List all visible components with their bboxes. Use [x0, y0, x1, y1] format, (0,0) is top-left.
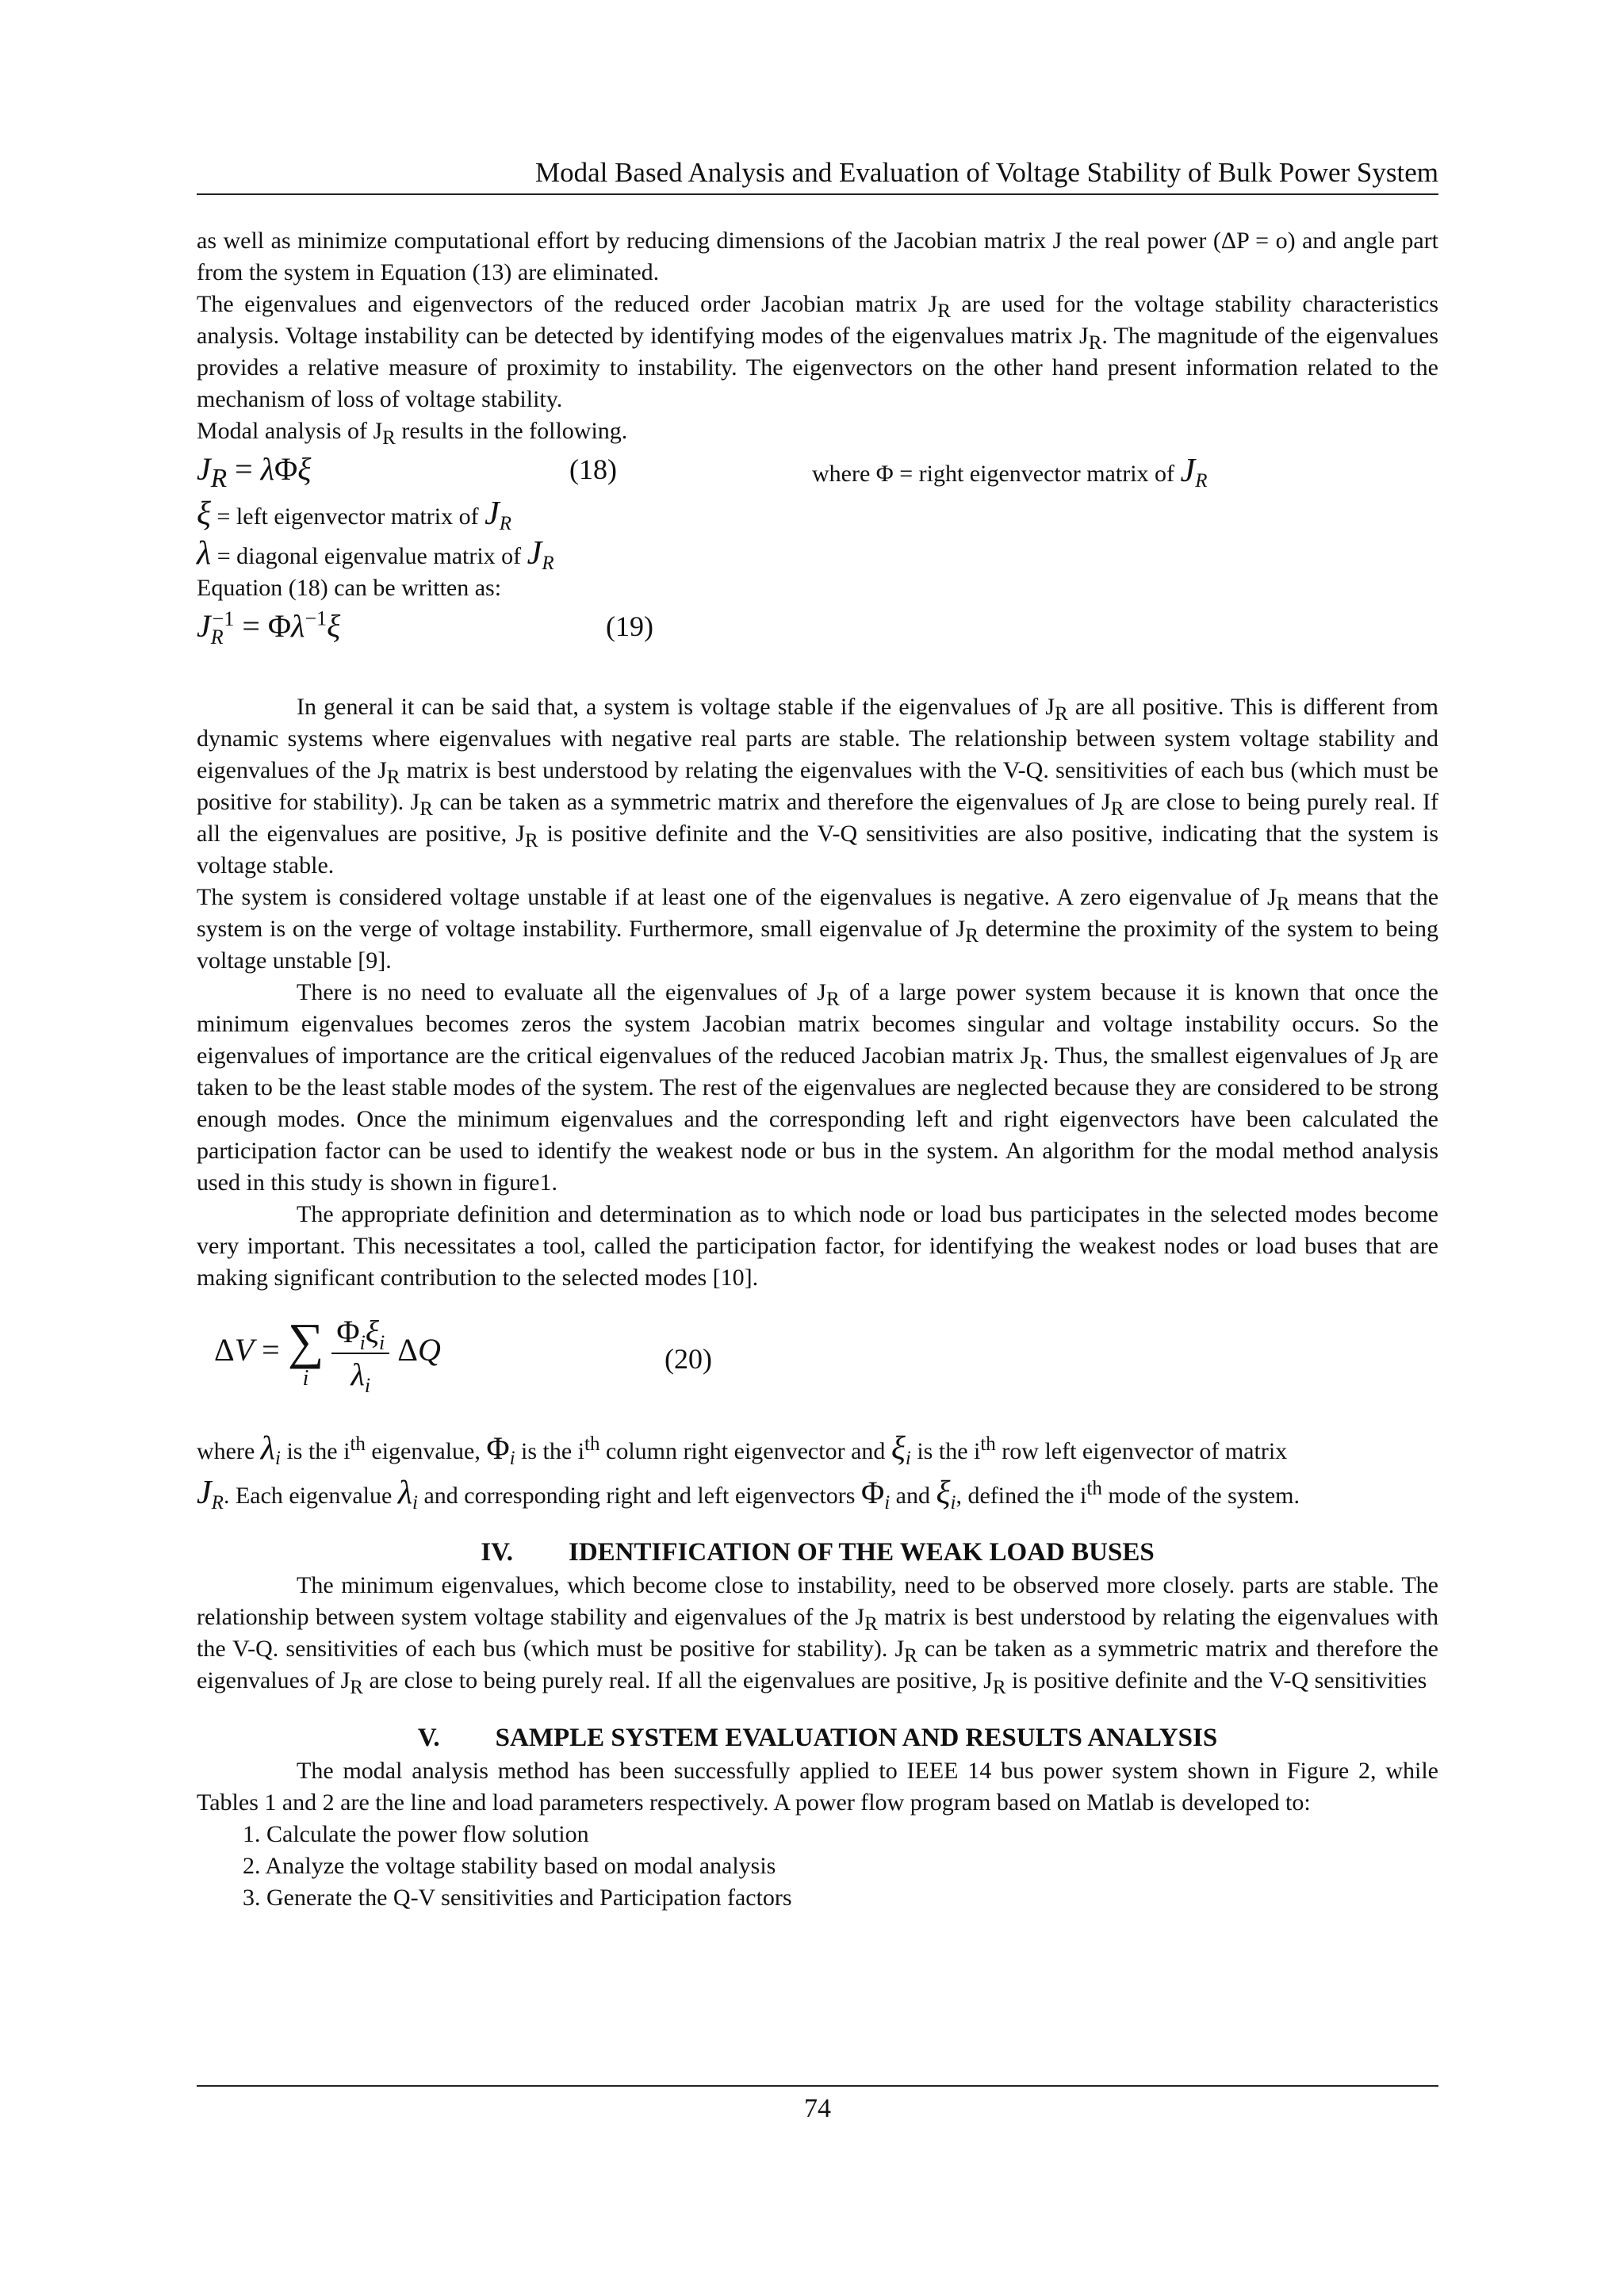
section-5-paragraph: The modal analysis method has been successfully applied to IEEE 14 bus power system shown in Figure 2, while Tables 1 and 2 are the line and load parameters respectively. A power flow program based on Matlab is developed to:	[197, 1758, 1438, 1816]
paragraph-intro: as well as minimize computational effort by reducing dimensions of the Jacobian matrix J the real power (ΔP = o) and angle part from the system in Equation (13) are eliminated.	[197, 228, 1438, 285]
equation-19-row	[197, 604, 1438, 649]
equation-18-row	[197, 447, 1438, 492]
paragraph-general: In general it can be said that, a system is voltage stable if the eigenvalues of $J_R$ are all positive. This is different from dynamic systems where eigenvalues with negative real parts are stable. The relationship between system voltage stability and eigenvalues of the $J_R$ matrix is best understood by relating the eigenvalues with the V-Q. sensitivities of each bus (which must be positive for stability). $J_R$ can be taken as a symmetric matrix and therefore the eigenvalues of $J_R$ are close to being purely real. If all the eigenvalues are positive, $J_R$ is positive definite and the V-Q sensitivities are also positive, indicating that the system is voltage stable.	[197, 694, 1439, 878]
footer-rule	[197, 2085, 1438, 2087]
section-4-paragraph: The minimum eigenvalues, which become close to instability, need to be observed more closely. parts are stable. The relationship between system voltage stability and eigenvalues of the $J_R$ matrix is best understood by relating the eigenvalues with the V-Q. sensitivities of each bus (which must be positive for stability). $J_R$ can be taken as a symmetric matrix and therefore the eigenvalues of $J_R$ are close to being purely real. If all the eigenvalues are positive, $J_R$ is positive definite and the V-Q sensitivities	[197, 1572, 1438, 1698]
running-header: Modal Based Analysis and Evaluation of Voltage Stability of Bulk Power System	[534, 157, 1438, 188]
section-4-heading: IV. IDENTIFICATION OF THE WEAK LOAD BUSES	[481, 1538, 1155, 1567]
equation-20-row	[197, 1311, 1438, 1430]
paragraph-unstable: The system is considered voltage unstable if at least one of the eigenvalues is negative. A zero eigenvalue of $J_R$ means that the system is on the verge of voltage instability. Furthermore, small eigenvalue of $J_R$ determine the proximity of the system to being voltage unstable [9].	[197, 884, 1439, 974]
list-item: 3. Generate the Q-V sensitivities and Participation factors	[243, 1885, 792, 1911]
equation-19-number: (19)	[606, 610, 653, 642]
definition-xi: ξ = left eigenvector matrix of $J_R$	[197, 496, 512, 534]
summation-symbol: ∑ i	[287, 1313, 324, 1391]
paragraph-eigen: The eigenvalues and eigenvectors of the reduced order Jacobian matrix $J_R$ are used for the voltage stability characteristics analysis. Voltage instability can be detected by identifying modes of the eigenvalues matrix $J_R$. The magnitude of the eigenvalues provides a relative measure of proximity to instability. The eigenvectors on the other hand present information related to the mechanism of loss of voltage stability.	[197, 291, 1438, 412]
equation-18-where: where Φ = right eigenvector matrix of $J_R$	[812, 453, 1208, 492]
equation-18-number: (18)	[569, 453, 617, 485]
page-content	[197, 225, 1438, 1914]
definition-lambda: λ = diagonal eigenvalue matrix of $J_R$	[197, 535, 554, 574]
paragraph-no-need: There is no need to evaluate all the eigenvalues of $J_R$ of a large power system because it is known that once the minimum eigenvalues becomes zeros the system Jacobian matrix becomes singular and voltage instability occurs. So the eigenvalues of importance are the critical eigenvalues of the reduced Jacobian matrix $J_R$. Thus, the smallest eigenvalues of $J_R$ are taken to be the least stable modes of the system. The rest of the eigenvalues are neglected because they are considered to be strong enough modes. Once the minimum eigenvalues and the corresponding left and right eigenvectors have been calculated the participation factor can be used to identify the weakest node or bus in the system. An algorithm for the modal method analysis used in this study is shown in figure1.	[197, 979, 1438, 1196]
equation-19: $J_R^{-1} = \Phi\lambda^{-1}\xi$	[197, 607, 341, 649]
paragraph-each: $J_R$. Each eigenvalue $\lambda_i$ and corresponding right and left eigenvectors $\Phi_i$ and $\xi_i$, defined the $i^{th}$ mode of the system.	[197, 1475, 1300, 1513]
header-rule	[197, 193, 1438, 195]
list-item: 2. Analyze the voltage stability based on modal analysis	[243, 1853, 776, 1879]
fraction: $\frac{\Phi_i\xi_i}{\lambda_i}$	[331, 1311, 389, 1395]
list-item: 1. Calculate the power flow solution	[243, 1821, 589, 1847]
equation-18-rewrite: Equation (18) can be written as:	[197, 575, 502, 601]
steps-list	[197, 1819, 1438, 1914]
page-number: 74	[804, 2094, 831, 2123]
equation-18: $J_R = \lambda\Phi\xi$	[197, 451, 312, 493]
equation-20-number: (20)	[665, 1343, 712, 1375]
paragraph-where: where $\lambda_i$ is the $i^{th}$ eigenvalue, $\Phi_i$ is the $i^{th}$ column right eigenvector and $\xi_i$ is the $i^{th}$ row left eigenvector of matrix	[197, 1430, 1288, 1469]
equation-20: ΔV = ∑ i $\frac{\Phi_i\xi_i}{\lambda_i}$ ΔQ	[214, 1313, 441, 1397]
paragraph-modal: Modal analysis of $J_R$ results in the following.	[197, 418, 628, 449]
section-5-heading: V. SAMPLE SYSTEM EVALUATION AND RESULTS ANALYSIS	[417, 1724, 1218, 1752]
paragraph-appropriate: The appropriate definition and determination as to which node or load bus participates in the selected modes become very important. This necessitates a tool, called the participation factor, for identifying the weakest nodes or load buses that are making significant contribution to the selected modes [10].	[197, 1201, 1438, 1291]
